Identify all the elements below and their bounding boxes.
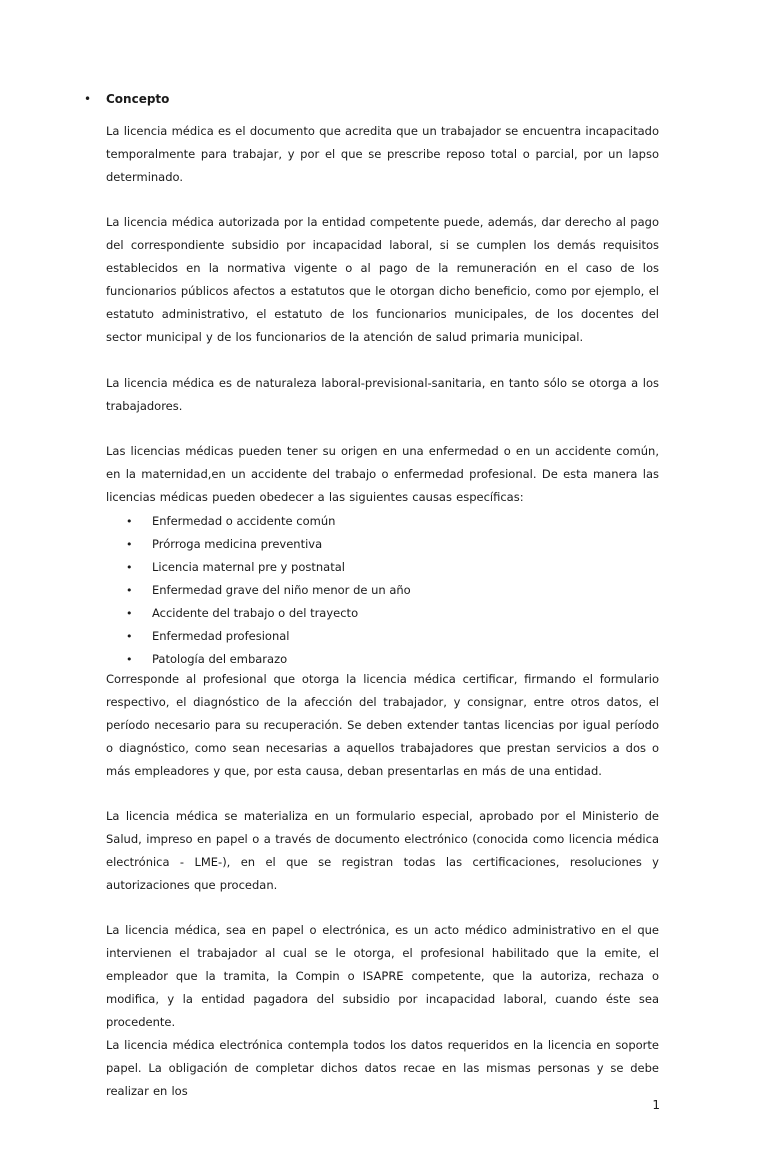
paragraph-origin: Las licencias médicas pueden tener su origen en una enfermedad o en un accidente común, en la maternidad,en un accidente del trabajo o enfermedad profesional. De esta manera las licencias médicas pueden obedecer a las siguientes causas específicas: — [106, 444, 659, 504]
paragraph-nature: La licencia médica es de naturaleza laboral-previsional-sanitaria, en tanto sólo se otorga a los trabajadores. — [106, 376, 659, 413]
list-item-text: Prórroga medicina preventiva — [152, 537, 323, 551]
bullet-dot: • — [126, 515, 133, 528]
paragraph-form: La licencia médica se materializa en un formulario especial, aprobado por el Ministerio de Salud, impreso en papel o a través de documento electrónico (conocida como licencia médica electrónica - LME-), en el que se registran todas las certificaciones, resoluciones y autorizaciones que procedan. — [106, 809, 659, 892]
list-item-text: Accidente del trabajo o del trayecto — [152, 606, 359, 620]
list-item — [106, 533, 659, 556]
bullet-dot: • — [126, 561, 133, 574]
list-item-text: Enfermedad grave del niño menor de un año — [152, 583, 411, 597]
bullet-dot: • — [126, 630, 133, 643]
bullet-dot: • — [126, 653, 133, 666]
list-item-text: Patología del embarazo — [152, 652, 288, 666]
paragraph-administrative-act: La licencia médica, sea en papel o electrónica, es un acto médico administrativo en el que intervienen el trabajador al cual se le otorga, el profesional habilitado que la emite, el empleador que la tramita, la Compin o ISAPRE competente, que la autoriza, rechaza o modifica, y la entidad pagadora del subsidio por incapacidad laboral, cuando éste sea procedente. — [106, 923, 659, 1029]
list-item — [106, 556, 659, 579]
list-item — [106, 579, 659, 602]
paragraph-definition: La licencia médica es el documento que acredita que un trabajador se encuentra incapacitado temporalmente para trabajar, y por el que se prescribe reposo total o parcial, por un lapso determinado. — [106, 124, 659, 184]
heading-bullet: • — [84, 92, 92, 106]
list-item — [106, 510, 659, 533]
paragraph-electronic: La licencia médica electrónica contempla todos los datos requeridos en la licencia en soporte papel. La obligación de completar dichos datos recae en las mismas personas y se debe realizar en los — [106, 1038, 659, 1098]
section-title: Concepto — [106, 92, 170, 106]
list-item-text: Licencia maternal pre y postnatal — [152, 560, 345, 574]
paragraph-entitlement: La licencia médica autorizada por la entidad competente puede, además, dar derecho al pago del correspondiente subsidio por incapacidad laboral, si se cumplen los demás requisitos establecidos en la normativa vigente o al pago de la remuneración en el caso de los funcionarios públicos afectos a estatutos que le otorgan dicho beneficio, como por ejemplo, el estatuto administrativo, el estatuto de los funcionarios municipales, de los docentes del sector municipal y de los funcionarios de la atención de salud primaria municipal. — [106, 215, 659, 344]
bullet-dot: • — [126, 538, 133, 551]
list-item — [106, 602, 659, 625]
list-item — [106, 625, 659, 648]
list-item-text: Enfermedad profesional — [152, 629, 290, 643]
bullet-dot: • — [126, 607, 133, 620]
page-number: 1 — [652, 1098, 660, 1112]
list-item-text: Enfermedad o accidente común — [152, 514, 336, 528]
paragraph-professional: Corresponde al profesional que otorga la licencia médica certificar, firmando el formulario respectivo, el diagnóstico de la afección del trabajador, y consignar, entre otros datos, el período necesario para su recuperación. Se deben extender tantas licencias por igual período o diagnóstico, como sean necesarias a aquellos trabajadores que prestan servicios a dos o más empleadores y que, por esta causa, deban presentarlas en más de una entidad. — [106, 672, 659, 778]
bullet-dot: • — [126, 584, 133, 597]
causes-list — [106, 510, 659, 671]
